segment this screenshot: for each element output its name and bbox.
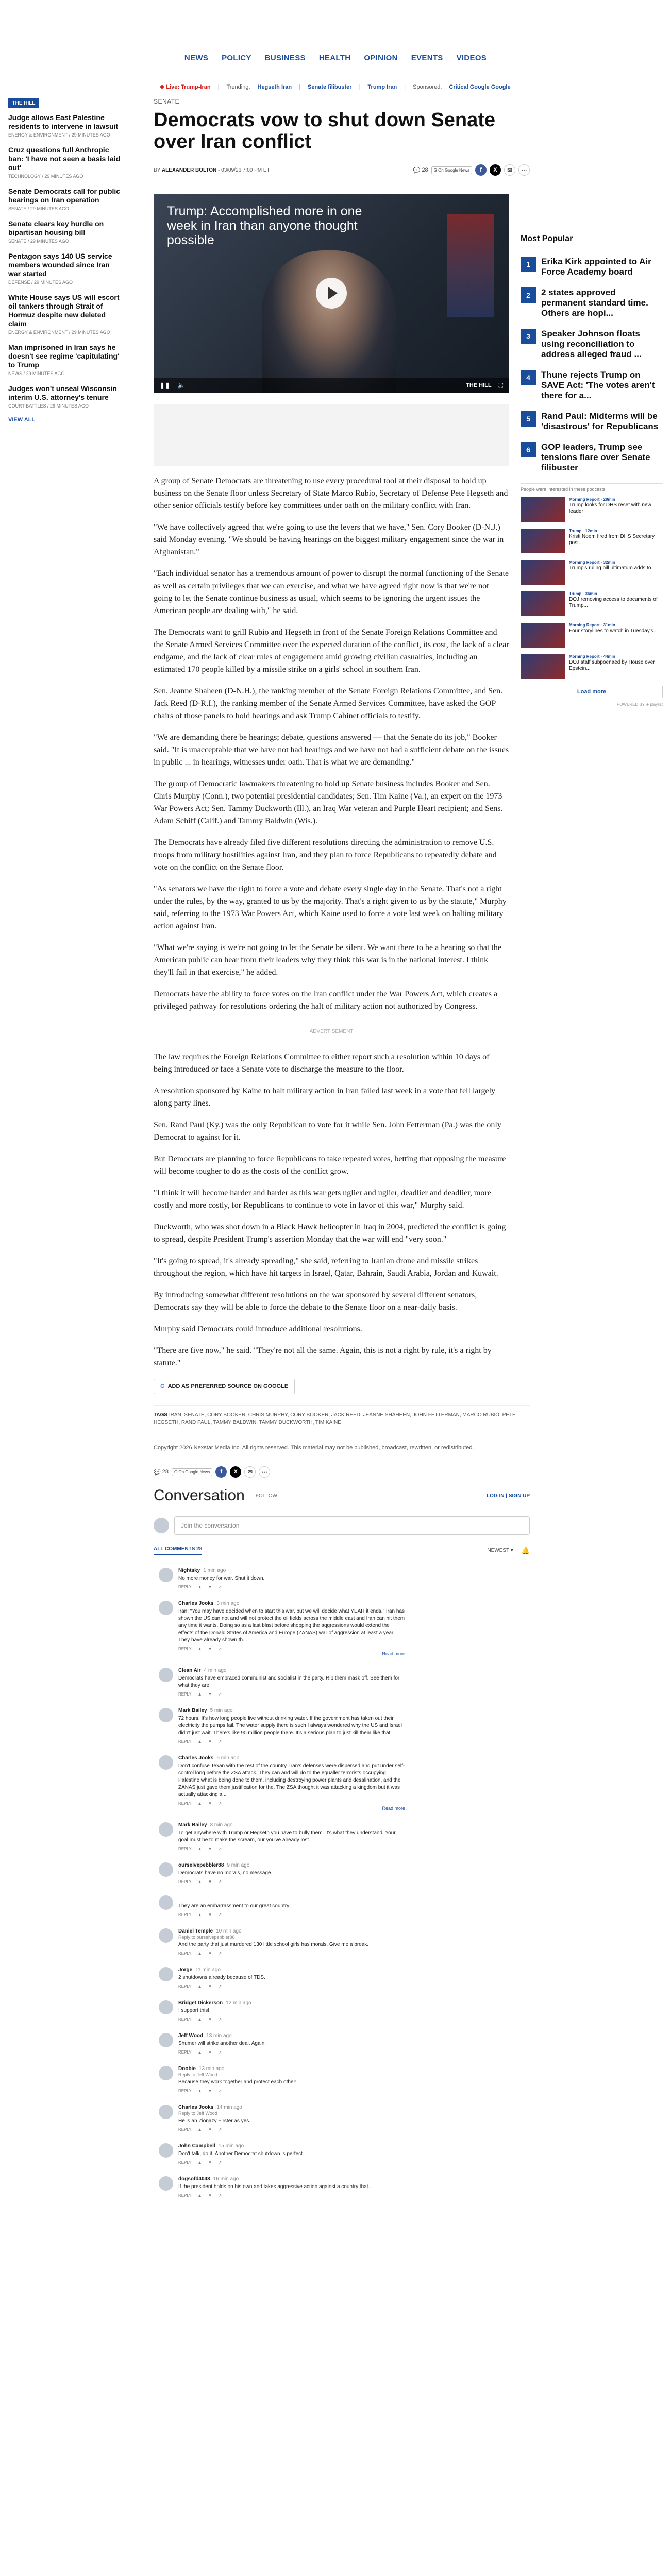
share-icon[interactable]: ↗ (218, 2160, 222, 2165)
rail-item[interactable]: Senate clears key hurdle on bipartisan housing bill SENATE / 29 MINUTES AGO (8, 219, 104, 244)
comment-item (159, 1895, 530, 1917)
live-indicator[interactable]: Live: Trump-Iran (160, 84, 210, 90)
avatar[interactable] (159, 1822, 173, 1837)
share-icon[interactable]: ↗ (218, 1846, 222, 1851)
comment-author[interactable]: Mark Bailey (178, 1708, 207, 1714)
like-icon[interactable]: ▲ (197, 2050, 202, 2055)
video-flag-graphic (447, 214, 494, 317)
like-icon[interactable]: ▲ (197, 1739, 202, 1744)
reply-button[interactable]: REPLY (178, 1647, 192, 1651)
pause-icon[interactable]: ❚❚ (160, 382, 171, 389)
reply-button[interactable]: REPLY (178, 1692, 192, 1697)
nav-opinion[interactable]: OPINION (364, 54, 398, 62)
paragraph: Sen. Jeanne Shaheen (D-N.H.), the ranking member of the Senate Foreign Relations Committee, and Sen. Jack Reed (D-R.I.), the ranking member of the Senate Armed Services Committee, have asked the GOP chairs of those panels to hold hearings and ask Trump Cabinet officials to testify. (154, 687, 503, 720)
email-icon[interactable]: ✉ (244, 1466, 256, 1478)
google-news-button[interactable]: G On Google News (431, 166, 472, 174)
comment-text: No more money for war. Shut it down. (178, 1575, 265, 1581)
comment-item (159, 2000, 530, 2022)
comment-sort-bar (154, 1546, 530, 1558)
sponsored-item[interactable]: Critical Google Google (449, 84, 511, 90)
ad-slot (154, 404, 509, 466)
like-icon[interactable]: ▲ (197, 1879, 202, 1884)
comment-text: They are an embarrassment to our great country. (178, 1903, 291, 1909)
like-icon[interactable]: ▲ (197, 2089, 202, 2093)
like-icon[interactable]: ▲ (197, 1585, 202, 1589)
comment-text: I support this! (178, 2008, 210, 2013)
comment-item (159, 2176, 530, 2198)
reply-to-label: Reply to Jeff Wood (178, 2072, 217, 2077)
like-icon[interactable]: ▲ (197, 2193, 202, 2198)
trending-label: Trending: (226, 84, 250, 90)
comment-time: 9 min ago (227, 1862, 250, 1868)
reply-to-label: Reply to Jeff Wood (178, 2111, 217, 2116)
video-speaker-graphic (262, 250, 396, 393)
podcast-item[interactable]: Morning Report · 44min DOJ staff subpoenaed by House over Epstein... (521, 654, 663, 679)
dislike-icon[interactable]: ▼ (208, 2193, 212, 2198)
more-share-icon[interactable]: ⋯ (518, 164, 530, 176)
comment-author[interactable]: Charles Jooks (178, 1755, 214, 1761)
dislike-icon[interactable]: ▼ (208, 1984, 212, 1989)
most-popular-item[interactable]: 5 Rand Paul: Midterms will be 'disastrous' for Republicans (521, 411, 663, 432)
conversation-title: Conversation (154, 1487, 245, 1504)
comment-time: 13 min ago (206, 2033, 232, 2039)
reply-button[interactable]: REPLY (178, 1912, 192, 1917)
dislike-icon[interactable]: ▼ (208, 1739, 212, 1744)
site-header (0, 0, 671, 60)
share-icon[interactable]: ↗ (218, 1951, 222, 1956)
follow-button[interactable]: FOLLOW (251, 1493, 277, 1499)
nav-videos[interactable]: VIDEOS (456, 54, 487, 62)
rail-logo: THE HILL (8, 98, 39, 108)
podcast-thumbnail[interactable] (521, 497, 565, 522)
section-label[interactable]: SENATE (154, 98, 180, 105)
paragraph: The Democrats want to grill Rubio and Hegseth in front of the Senate Foreign Relations Committee and the Senate Armed Services Committee over the expected duration of the conflict, its cost, the lack of a clear endgame, and the lack of clear rules of engagement amid growing civilian casualties, including an estimated 170 people killed by a missile strike on a girls' school in southern Iran. (154, 628, 509, 674)
nav-events[interactable]: EVENTS (411, 54, 443, 62)
rail-item[interactable]: Man imprisoned in Iran says he doesn't see regime 'capitulating' to Trump NEWS / 29 MINUTES AGO (8, 343, 120, 376)
nav-news[interactable]: NEWS (184, 54, 209, 62)
reply-button[interactable]: REPLY (178, 1984, 192, 1989)
paragraph: "It's going to spread, it's already spreading," she said, referring to Iranian drone and missile strikes throughout the region, which have hit targets in Israel, Qatar, Bahrain, Saudi Arabia, Jordan and Kuwait. (154, 1257, 498, 1278)
avatar[interactable] (159, 2066, 173, 2080)
podcast-thumbnail[interactable] (521, 623, 565, 648)
like-icon[interactable]: ▲ (197, 2017, 202, 2022)
facebook-icon[interactable]: f (215, 1466, 227, 1478)
dislike-icon[interactable]: ▼ (208, 1846, 212, 1851)
conversation-section (154, 1487, 530, 2198)
share-icon[interactable]: ↗ (218, 2050, 222, 2055)
podcast-thumbnail[interactable] (521, 591, 565, 616)
preferred-source-button[interactable]: G ADD AS PREFERRED SOURCE ON GOOGLE (154, 1379, 295, 1394)
read-more-link[interactable]: Read more (382, 1651, 405, 1656)
paragraph: But Democrats are planning to force Republicans to take repeated votes, betting that opposing the measure will become tougher to do as the costs of the conflict grow. (154, 1155, 506, 1176)
podcast-item[interactable]: Morning Report · 31min Four storylines to watch in Tuesday's... (521, 623, 663, 648)
comment-item (159, 2066, 530, 2093)
dislike-icon[interactable]: ▼ (208, 1951, 212, 1956)
comment-author[interactable]: Mark Bailey (178, 1822, 207, 1828)
comment-time: 12 min ago (226, 2000, 251, 2006)
comment-author[interactable]: Doobie (178, 2066, 196, 2072)
paragraph: Democrats have the ability to force votes on the Iran conflict under the War Powers Act, which creates a privileged pathway for resolutions ordering the halt of military action not authorized by Congress. (154, 990, 498, 1011)
like-icon[interactable]: ▲ (197, 1647, 202, 1651)
rail-item[interactable]: Judge allows East Palestine residents to intervene in lawsuit ENERGY & ENVIRONMENT / 29 MINUTES AGO (8, 113, 119, 138)
share-icon[interactable]: ↗ (218, 1912, 222, 1917)
comment-time: 16 min ago (213, 2176, 239, 2182)
comment-author[interactable]: Daniel Temple (178, 1928, 213, 1934)
share-bar-bottom (154, 1466, 530, 1478)
comment-time: 11 min ago (195, 1967, 221, 1973)
comment-item (159, 1822, 530, 1851)
comment-item (159, 1862, 530, 1884)
main-nav (0, 54, 671, 62)
comment-icon: 💬 (413, 167, 421, 174)
rail-item[interactable]: Cruz questions full Anthropic ban: 'I have not seen a basis laid out' TECHNOLOGY / 29 MINUTES AGO (8, 146, 121, 179)
comment-author[interactable]: Charles Jooks (178, 2105, 214, 2110)
podcast-item[interactable]: Morning Report · 29min Trump looks for DHS reset with new leader (521, 497, 663, 522)
dislike-icon[interactable]: ▼ (208, 1585, 212, 1589)
copyright-notice: Copyright 2026 Nexstar Media Inc. All rights reserved. This material may not be published, broadcast, rewritten, or redistributed. (154, 1438, 530, 1452)
avatar[interactable] (159, 2105, 173, 2119)
byline: BY ALEXANDER BOLTON - 03/09/26 7:00 PM ET (154, 167, 270, 173)
paragraph: "I think it will become harder and harder as this war gets uglier and uglier, deadlier and deadlier, more costly and more costly, for Republicans to continue to vote in favor of this war," Murphy said. (154, 1189, 491, 1210)
podcast-item[interactable]: Morning Report · 32min Trump's ruling bill ultimatum adds to... (521, 560, 663, 585)
most-popular-title: Most Popular (521, 234, 663, 248)
paragraph: "There are five now," he said. "They're not all the same. Again, this is not a right by rule, it's a right by statute." (154, 1346, 492, 1367)
article-main (154, 98, 530, 2209)
share-bar-top (413, 164, 530, 176)
trending-item-2[interactable]: Senate filibuster (308, 84, 352, 90)
avatar[interactable] (159, 2000, 173, 2014)
comment-time: 4 min ago (204, 1668, 227, 1673)
inline-ad-label: ADVERTISEMENT (309, 1028, 354, 1035)
avatar[interactable] (159, 1862, 173, 1877)
podcast-item[interactable]: Trump · 12min Kristi Noem fired from DHS Secretary post... (521, 529, 663, 553)
dislike-icon[interactable]: ▼ (208, 2160, 212, 2165)
paragraph: A group of Senate Democrats are threatening to use every procedural tool at their disposal to hold up business on the Senate floor unless Secretary of State Marco Rubio, Secretary of Defense Pete Hegseth and other senior officials testify before key committees under oath on the military conflict with Iran. (154, 477, 508, 510)
article-body (154, 475, 530, 1369)
comment-text: Don't confuse Texan with the rest of the country. Iran's defenses were dispersed and put under self-control long before the ZSA attack. They can and will do to the equaller terrorists occupying Palestine what is being done to them, including destroying power plants and desalination, and the ZANAS just gave them justification for the. The ZSA thought it was attacking a kingdom but it was actually attacking a... (178, 1763, 405, 1798)
comment-item (159, 1755, 530, 1811)
reply-button[interactable]: REPLY (178, 2127, 192, 2132)
reply-button[interactable]: REPLY (178, 1879, 192, 1884)
avatar[interactable] (159, 1601, 173, 1615)
comment-author[interactable]: ourselvepebbler88 (178, 1862, 224, 1868)
share-icon[interactable]: ↗ (218, 2193, 222, 2198)
comment-time: 8 min ago (210, 1822, 233, 1828)
reply-button[interactable]: REPLY (178, 2017, 192, 2022)
like-icon[interactable]: ▲ (197, 1801, 202, 1806)
dislike-icon[interactable]: ▼ (208, 2050, 212, 2055)
dislike-icon[interactable]: ▼ (208, 1912, 212, 1917)
email-icon[interactable]: ✉ (504, 164, 515, 176)
comment-author[interactable]: Jeff Wood (178, 2033, 204, 2039)
avatar[interactable] (159, 1708, 173, 1722)
avatar[interactable] (159, 1928, 173, 1943)
like-icon[interactable]: ▲ (197, 1984, 202, 1989)
dislike-icon[interactable]: ▼ (208, 2127, 212, 2132)
rail-item[interactable]: Pentagon says 140 US service members wounded since Iran war started DEFENSE / 29 MINUTES AGO (8, 252, 112, 285)
like-icon[interactable]: ▲ (197, 2160, 202, 2165)
comment-item (159, 1601, 530, 1656)
tab-all-comments[interactable]: ALL COMMENTS 28 (154, 1546, 202, 1555)
share-icon[interactable]: ↗ (218, 1801, 222, 1806)
paragraph: The law requires the Foreign Relations Committee to either report such a resolution within 10 days of being introduced or face a Senate vote to discharge the measure to the floor. (154, 1053, 490, 1074)
video-player[interactable] (154, 194, 509, 393)
most-popular-item[interactable]: 4 Thune rejects Trump on SAVE Act: 'The votes aren't there for a... (521, 370, 663, 401)
comment-count-button[interactable]: 💬 28 (154, 1469, 169, 1476)
comment-time: 6 min ago (216, 1755, 240, 1761)
avatar[interactable] (159, 2033, 173, 2047)
avatar[interactable] (159, 1668, 173, 1682)
comment-author[interactable]: Charles Jooks (178, 1601, 214, 1606)
comment-time: 15 min ago (218, 2143, 244, 2149)
avatar[interactable] (159, 2143, 173, 2158)
nav-business[interactable]: BUSINESS (264, 54, 306, 62)
latest-news-rail (8, 98, 122, 423)
trending-bar: Live: Trump-Iran | Trending: Hegseth Iran | Senate filibuster | Trump Iran | Sponsored: Critical Google Google (0, 81, 671, 93)
comment-time: 3 min ago (216, 1601, 240, 1606)
reply-button[interactable]: REPLY (178, 2193, 192, 2198)
join-conversation-input[interactable]: Join the conversation (174, 1516, 530, 1535)
comment-text: 2 shutdowns already because of TDS. (178, 1975, 265, 1980)
paragraph: The group of Democratic lawmakers threatening to hold up Senate business includes Booker and Sen. Chris Murphy (Conn.), two potential presidential candidates; Sen. Tim Kaine (Va.), an expert on the 1973 War Powers Act; Sen. Tammy Duckworth (Ill.), an Iraq War veteran and Purple Heart recipient; and Sens. Adam Schiff (Calif.) and Tammy Baldwin (Wis.). (154, 779, 503, 825)
paragraph: "What we're saying is we're not going to let the Senate be silent. We want there to be a hearing so that the American public can hear from their leaders why they think this war is in the national interest. I think they'll fail in that exercise," he added. (154, 943, 501, 977)
reply-button[interactable]: REPLY (178, 1951, 192, 1956)
avatar[interactable] (159, 1967, 173, 1981)
paragraph: "As senators we have the right to force a vote and debate every single day in the Senate. That's not a right under the rules, by the way, granted to us by the majority. That's a right given to us by the statute," Murphy said, referring to the 1973 War Powers Act, which Kaine used to force a vote last week on halting military action against Iran. (154, 885, 507, 930)
comment-text: 72 hours. It's how long people live without drinking water. If the government has taken out their electricity the pumps fail. The water supply there is such I always wondered why the US and Israel didn't just wait. There's like 90 million people there. It's a serious plan to just kill them like that. (178, 1716, 402, 1736)
comment-text: And the party that just murdered 130 little school girls has morals. Give me a break. (178, 1942, 369, 1947)
share-icon[interactable]: ↗ (218, 2127, 222, 2132)
paragraph: A resolution sponsored by Kaine to halt military action in Iran failed last week in a vote that fell largely along party lines. (154, 1087, 496, 1108)
comment-text: Democrats have no morals, no message. (178, 1870, 273, 1876)
publish-date: - 03/09/26 7:00 PM ET (218, 167, 270, 173)
reply-button[interactable]: REPLY (178, 2160, 192, 2165)
comment-icon: 💬 (154, 1469, 161, 1476)
paragraph: Sen. Rand Paul (Ky.) was the only Republican to vote for it while Sen. John Fetterman (Pa.) was the only Democrat to against for it. (154, 1121, 501, 1142)
comment-author[interactable]: dogsofd4043 (178, 2176, 210, 2182)
dislike-icon[interactable]: ▼ (208, 1879, 212, 1884)
most-popular-item[interactable]: 2 2 states approved permanent standard time. Others are hopi... (521, 287, 663, 318)
comment-text: Shumer will strike another deal. Again. (178, 2041, 266, 2046)
google-icon: G (160, 1383, 165, 1389)
comment-item (159, 1668, 530, 1697)
avatar[interactable] (159, 1568, 173, 1582)
comment-time: 14 min ago (216, 2105, 242, 2110)
byline-row (154, 160, 530, 180)
like-icon[interactable]: ▲ (197, 1912, 202, 1917)
comment-time: 13 min ago (198, 2066, 225, 2072)
reply-button[interactable]: REPLY (178, 1739, 192, 1744)
comment-text: Democrats have embraced communist and socialist in the party. Rip them mask off. See them for what they are. (178, 1675, 400, 1688)
avatar[interactable] (159, 1755, 173, 1770)
reply-button[interactable]: REPLY (178, 2050, 192, 2055)
video-controls (154, 378, 509, 393)
load-more-button[interactable]: Load more (521, 686, 663, 698)
comment-item (159, 2143, 530, 2165)
comment-author[interactable]: Bridget Dickerson (178, 2000, 223, 2006)
paragraph: Murphy said Democrats could introduce additional resolutions. (154, 1325, 362, 1333)
avatar (154, 1518, 169, 1533)
share-icon[interactable]: ↗ (218, 1879, 222, 1884)
rail-item[interactable]: Judges won't unseal Wisconsin interim U.S. attorney's tenure COURT BATTLES / 29 MINUTES AGO (8, 384, 117, 409)
comment-time: 5 min ago (210, 1708, 233, 1714)
comment-time: 1 min ago (203, 1568, 226, 1573)
comment-item (159, 1928, 530, 1956)
dislike-icon[interactable]: ▼ (208, 1647, 212, 1651)
join-row (154, 1516, 530, 1535)
avatar[interactable] (159, 1895, 173, 1910)
comment-item (159, 1708, 530, 1744)
avatar[interactable] (159, 2176, 173, 2191)
rail-item[interactable]: Senate Democrats call for public hearings on Iran operation SENATE / 29 MINUTES AGO (8, 187, 121, 211)
paragraph: By introducing somewhat different resolutions on the war sponsored by several different senators, Democrats say they will be able to force the debate to the Senate floor on a near-daily basis. (154, 1291, 477, 1312)
comment-list (154, 1568, 530, 2198)
sort-dropdown[interactable]: NEWEST ▾ (487, 1548, 513, 1553)
reply-button[interactable]: REPLY (178, 1801, 192, 1806)
podcast-header: People were interested in these podcasts (521, 483, 663, 492)
podcast-item[interactable]: Trump · 36min DOJ removing access to documents of Trump... (521, 591, 663, 616)
comment-text: He is an Zionazy Firster as yes. (178, 2118, 251, 2124)
bell-icon[interactable]: 🔔 (521, 1546, 530, 1554)
paragraph: "We have collectively agreed that we're going to use the levers that we have," Sen. Cory Booker (D-N.J.) said Monday evening. "We should be having hearings on the biggest military engagement since the war in Afghanistan." (154, 523, 504, 556)
live-dot-icon (160, 85, 164, 89)
share-icon[interactable]: ↗ (218, 1692, 222, 1697)
reply-button[interactable]: REPLY (178, 1846, 192, 1851)
reply-button[interactable]: REPLY (178, 1585, 192, 1589)
comment-item (159, 2105, 530, 2132)
most-popular-item[interactable]: 6 GOP leaders, Trump see tensions flare over Senate filibuster (521, 442, 663, 473)
comment-author[interactable]: Clean Air (178, 1668, 201, 1673)
share-icon[interactable]: ↗ (218, 1984, 222, 1989)
view-all-link[interactable]: VIEW ALL (8, 417, 36, 423)
dislike-icon[interactable]: ▼ (208, 2017, 212, 2022)
video-title: Trump: Accomplished more in one week in Iran than anyone thought possible (167, 204, 362, 247)
comment-author[interactable]: John Campbell (178, 2143, 215, 2149)
nav-policy[interactable]: POLICY (222, 54, 251, 62)
paragraph: "Each individual senator has a tremendous amount of power to disrupt the normal functioning of the Senate as well as certain privileges that we can exercise, and what we have agreed right now is that we're not going to let the Senate continue business as usual, which seems to be ignoring the urgent issues the American people are dealing with," he said. (154, 569, 509, 615)
author-link[interactable]: ALEXANDER BOLTON (161, 167, 217, 173)
google-news-button[interactable]: G On Google News (172, 1468, 212, 1476)
article-headline: Democrats vow to shut down Senate over Iran conflict (154, 109, 495, 152)
volume-icon[interactable]: 🔈 (177, 382, 186, 389)
play-icon[interactable] (316, 278, 347, 309)
x-icon[interactable]: X (490, 164, 501, 176)
comment-item (159, 1967, 530, 1989)
comment-text: To get anywhere with Trump or Hegseth you have to bully them. It's what they understand. Your goal must be to make the scream, our you've already lost. (178, 1830, 396, 1843)
x-icon[interactable]: X (230, 1466, 241, 1478)
comment-text: If the president holds on his own and takes aggressive action against a country that... (178, 2184, 373, 2190)
like-icon[interactable]: ▲ (197, 1846, 202, 1851)
most-popular-item[interactable]: 1 Erika Kirk appointed to Air Force Academy board (521, 257, 663, 277)
right-rail (521, 234, 663, 707)
share-icon[interactable]: ↗ (218, 1739, 222, 1744)
comment-text: Don't talk, do it. Another Democrat shutdown is perfect. (178, 2151, 304, 2157)
share-icon[interactable]: ↗ (218, 2017, 222, 2022)
reply-to-label: Reply to ourselvepebbler88 (178, 1935, 235, 1940)
comment-text: Because they work together and protect each other! (178, 2079, 297, 2085)
powered-by-label: POWERED BY ◈ playlist (616, 702, 663, 707)
share-icon[interactable]: ↗ (218, 1647, 222, 1651)
sponsored-label: Sponsored: (413, 84, 442, 90)
video-logo: THE HILL (466, 382, 492, 388)
like-icon[interactable]: ▲ (197, 1951, 202, 1956)
paragraph: "We are demanding there be hearings; debate, questions answered — that the Senate do its job," Booker said. "It is unacceptable that we have not had hearings and we have not had a sufficient debate on the issues in public ... in hearings, witnesses under oath. That is what we are demanding." (154, 733, 509, 767)
comment-author[interactable]: Nightsky (178, 1568, 200, 1573)
like-icon[interactable]: ▲ (197, 2127, 202, 2132)
dislike-icon[interactable]: ▼ (208, 1801, 212, 1806)
comment-text: Iran: "You may have decided when to start this war, but we will decide what YEAR it ends." Iran has shown the US can not and will not protect the oil fields across the middle east and Iran can hit them any time it wants. Doing so as a last blast before shopping the aggressions would extend the effects of the Donald States of America and Europe (ZANAS) war of aggression at least a year. They have already shown th... (178, 1608, 405, 1643)
comment-count-button[interactable]: 💬 28 (413, 167, 428, 174)
fullscreen-icon[interactable]: ⛶ (498, 381, 503, 389)
more-share-icon[interactable]: ⋯ (259, 1466, 270, 1478)
login-link[interactable]: LOG IN | SIGN UP (487, 1493, 530, 1499)
reply-button[interactable]: REPLY (178, 2089, 192, 2093)
facebook-icon[interactable]: f (475, 164, 487, 176)
podcast-thumbnail[interactable] (521, 560, 565, 585)
dislike-icon[interactable]: ▼ (208, 2089, 212, 2093)
paragraph: Duckworth, who was shot down in a Black Hawk helicopter in Iraq in 2004, predicted the conflict is going to spread, despite President Trump's assertion Monday that the war will end "very soon." (154, 1223, 506, 1244)
trending-item-3[interactable]: Trump Iran (367, 84, 397, 90)
read-more-link[interactable]: Read more (382, 1806, 405, 1811)
comment-item (159, 1568, 530, 1589)
share-icon[interactable]: ↗ (218, 1585, 222, 1589)
nav-health[interactable]: HEALTH (318, 54, 351, 62)
podcast-thumbnail[interactable] (521, 654, 565, 679)
comment-author[interactable]: Jorge (178, 1967, 193, 1973)
share-icon[interactable]: ↗ (218, 2089, 222, 2093)
trending-item-1[interactable]: Hegseth Iran (257, 84, 292, 90)
tags-list: TAGS IRAN, SENATE, CORY BOOKER, CHRIS MURPHY, CORY BOOKER, JACK REED, JEANNE SHAHEEN, JOHN FETTERMAN, MARCO RUBIO, PETE HEGSETH, RAND PAUL, TAMMY BALDWIN, TAMMY DUCKWORTH, TIM KAINE (154, 1405, 530, 1427)
paragraph: The Democrats have already filed five different resolutions directing the administration to remove U.S. troops from military hostilities against Iran, and they plan to force Republicans to repeatedly debate and vote on the conflict on the Senate floor. (154, 838, 497, 872)
most-popular-item[interactable]: 3 Speaker Johnson floats using reconciliation to address alleged fraud ... (521, 329, 663, 360)
podcast-thumbnail[interactable] (521, 529, 565, 553)
like-icon[interactable]: ▲ (197, 1692, 202, 1697)
dislike-icon[interactable]: ▼ (208, 1692, 212, 1697)
comment-item (159, 2033, 530, 2055)
rail-item[interactable]: White House says US will escort oil tankers through Strait of Hormuz despite new deleted claim ENERGY & ENVIRONMENT / 29 MINUTES AGO (8, 293, 120, 335)
comment-time: 10 min ago (216, 1928, 242, 1934)
